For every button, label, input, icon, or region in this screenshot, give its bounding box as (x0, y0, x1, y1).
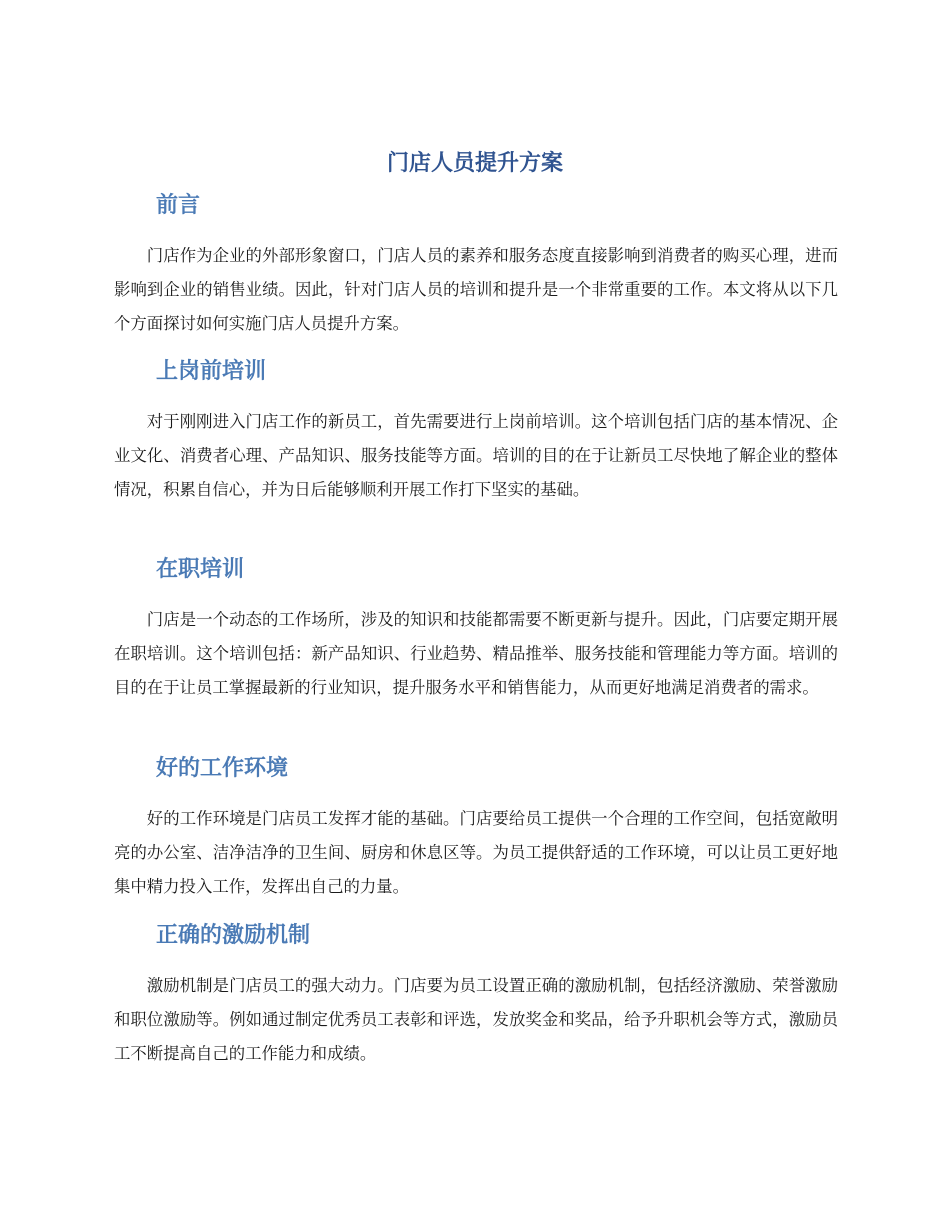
section-heading: 在职培训 (156, 557, 245, 582)
section-pre-job-training (114, 355, 838, 507)
section-heading: 正确的激励机制 (156, 923, 311, 948)
section-paragraph: 好的工作环境是门店员工发挥才能的基础。门店要给员工提供一个合理的工作空间，包括宽敞明亮的办公室、洁净洁净的卫生间、厨房和休息区等。为员工提供舒适的工作环境，可以让员工更好地集中精力投入工作，发挥出自己的力量。 (114, 809, 838, 896)
section-paragraph: 门店是一个动态的工作场所，涉及的知识和技能都需要不断更新与提升。因此，门店要定期开展在职培训。这个培训包括：新产品知识、行业趋势、精品推举、服务技能和管理能力等方面。培训的目的在于让员工掌握最新的行业知识，提升服务水平和销售能力，从而更好地满足消费者的需求。 (114, 610, 838, 697)
section-work-environment (114, 752, 838, 904)
section-paragraph: 对于刚刚进入门店工作的新员工，首先需要进行上岗前培训。这个培训包括门店的基本情况、企业文化、消费者心理、产品知识、服务技能等方面。培训的目的在于让新员工尽快地了解企业的整体情况，积累自信心，并为日后能够顺利开展工作打下坚实的基础。 (114, 412, 838, 499)
section-heading: 好的工作环境 (156, 756, 289, 781)
section-preface (114, 189, 838, 341)
section-paragraph: 门店作为企业的外部形象窗口，门店人员的素养和服务态度直接影响到消费者的购买心理，进而影响到企业的销售业绩。因此，针对门店人员的培训和提升是一个非常重要的工作。本文将从以下几个方面探讨如何实施门店人员提升方案。 (114, 246, 838, 333)
section-incentive-mechanism (114, 919, 838, 1071)
section-paragraph: 激励机制是门店员工的强大动力。门店要为员工设置正确的激励机制，包括经济激励、荣誉激励和职位激励等。例如通过制定优秀员工表彰和评选，发放奖金和奖品，给予升职机会等方式，激励员工不断提高自己的工作能力和成绩。 (114, 976, 838, 1063)
section-heading: 前言 (156, 193, 201, 218)
section-on-job-training (114, 553, 838, 705)
document-title: 门店人员提升方案 (386, 151, 563, 176)
section-heading: 上岗前培训 (156, 359, 267, 384)
